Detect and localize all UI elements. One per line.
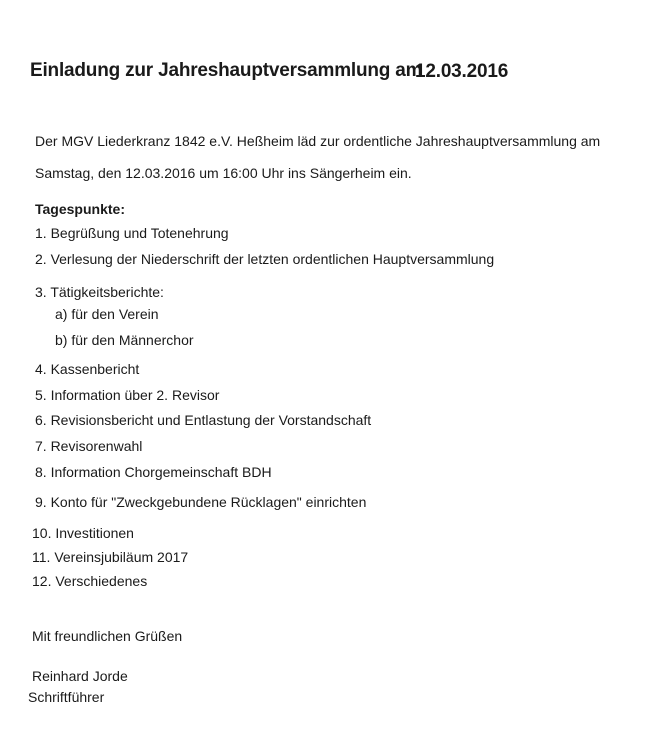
agenda-item: 6. Revisionsbericht und Entlastung der Vorstandschaft — [35, 412, 372, 428]
agenda-item: 3. Tätigkeitsberichte: — [35, 284, 164, 300]
agenda-item: 10. Investitionen — [32, 525, 134, 541]
agenda-subitem: b) für den Männerchor — [55, 332, 194, 348]
agenda-item: 7. Revisorenwahl — [35, 438, 143, 454]
closing-text: Mit freundlichen Grüßen — [32, 628, 183, 644]
agenda-item: 4. Kassenbericht — [35, 361, 140, 377]
document-title: Einladung zur Jahreshauptversammlung am — [30, 60, 423, 81]
agenda-item: 5. Information über 2. Revisor — [35, 387, 220, 403]
signer-name: Reinhard Jorde — [32, 668, 128, 684]
agenda-item: 9. Konto für "Zweckgebundene Rücklagen" einrichten — [35, 494, 367, 510]
agenda-item: 8. Information Chorgemeinschaft BDH — [35, 464, 272, 480]
agenda-item: 12. Verschiedenes — [32, 573, 148, 589]
agenda-item: 11. Vereinsjubiläum 2017 — [32, 549, 189, 565]
agenda-subitem: a) für den Verein — [55, 306, 159, 322]
meeting-date: 12.03.2016 — [415, 61, 509, 82]
intro-line-2: Samstag, den 12.03.2016 um 16:00 Uhr ins Sängerheim ein. — [35, 165, 412, 181]
agenda-heading: Tagespunkte: — [35, 201, 125, 217]
agenda-item: 2. Verlesung der Niederschrift der letzten ordentlichen Hauptversammlung — [35, 251, 495, 267]
intro-line-1: Der MGV Liederkranz 1842 e.V. Heßheim läd zur ordentliche Jahreshauptversammlung am — [35, 133, 601, 149]
signer-role: Schriftführer — [28, 689, 105, 705]
agenda-item: 1. Begrüßung und Totenehrung — [35, 225, 229, 241]
